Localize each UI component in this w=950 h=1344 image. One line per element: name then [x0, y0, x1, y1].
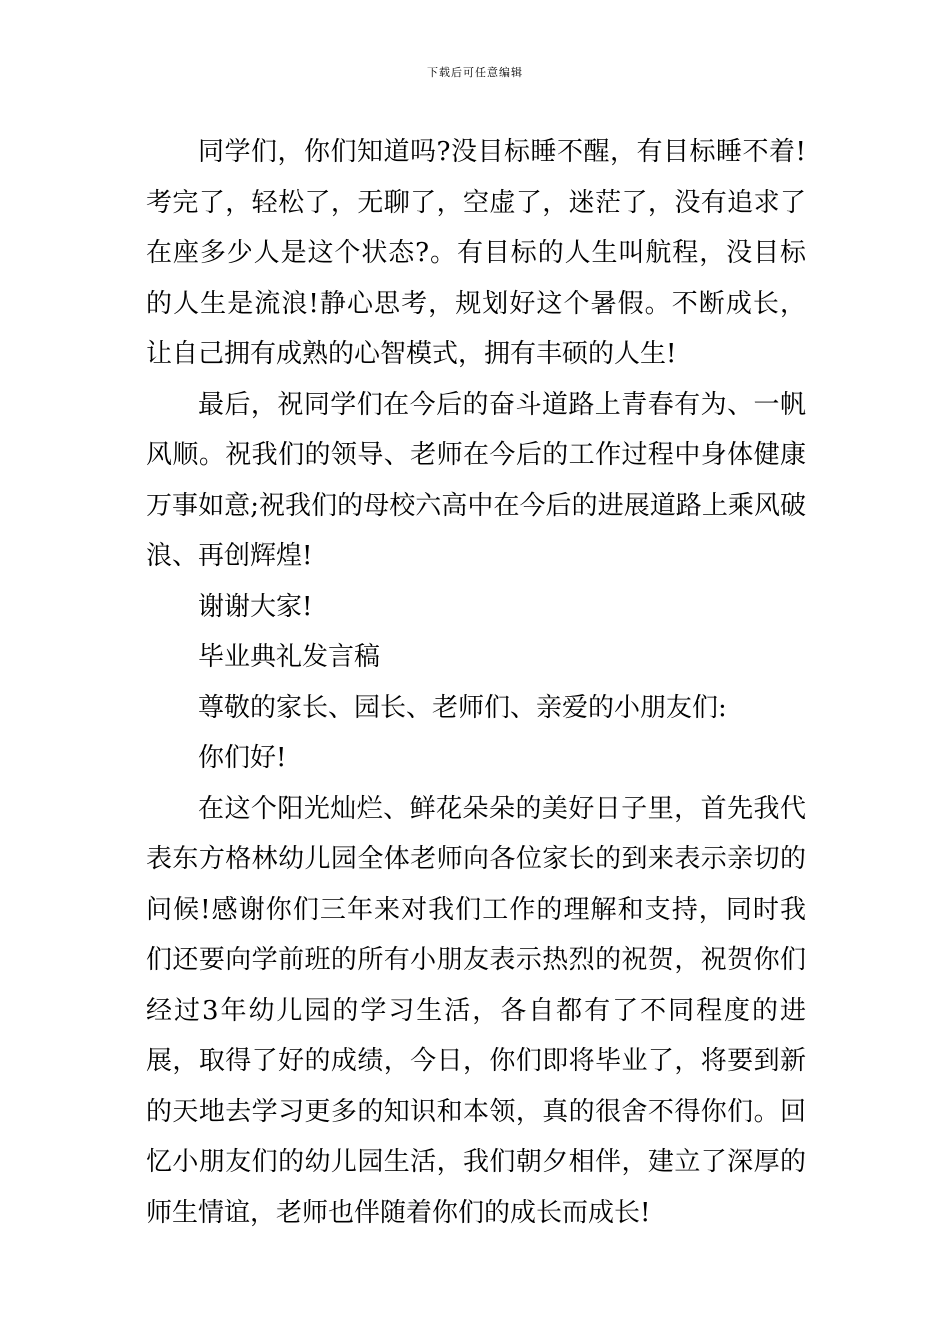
speech-title: 毕业典礼发言稿: [198, 642, 381, 672]
paragraph-thanks: 谢谢大家!: [198, 591, 313, 622]
paragraph-wishes: 最后，祝同学们在今后的奋斗道路上青春有为、一帆风顺。祝我们的领导、老师在今后的工作过程中身体健康万事如意;祝我们的母校六高中在今后的进展道路上乘风破浪、再创辉煌!: [146, 389, 806, 571]
greeting: 你们好!: [198, 743, 287, 773]
salutation: 尊敬的家长、园长、老师们、亲爱的小朋友们:: [198, 692, 727, 723]
header-note: 下载后可任意编辑: [427, 66, 523, 79]
paragraph-opening: 在这个阳光灿烂、鲜花朵朵的美好日子里，首先我代表东方格林幼儿园全体老师向各位家长的到来表示亲切的问候!感谢你们三年来对我们工作的理解和支持，同时我们还要向学前班的所有小朋友表示热烈的祝贺，祝贺你们经过3年幼儿园的学习生活，各自都有了不同程度的进展，取得了好的成绩，今日，你们即将毕业了，将要到新的天地去学习更多的知识和本领，真的很舍不得你们。回忆小朋友们的幼儿园生活，我们朝夕相伴，建立了深厚的师生情谊，老师也伴随着你们的成长而成长!: [146, 793, 806, 1228]
paragraph-goals: 同学们，你们知道吗?没目标睡不醒，有目标睡不着!考完了，轻松了，无聊了，空虚了，迷茫了，没有追求了在座多少人是这个状态?。有目标的人生叫航程，没目标的人生是流浪!静心思考，规划好这个暑假。不断成长，让自己拥有成熟的心智模式，拥有丰硕的人生!: [146, 137, 806, 369]
document-body: [146, 127, 806, 1238]
